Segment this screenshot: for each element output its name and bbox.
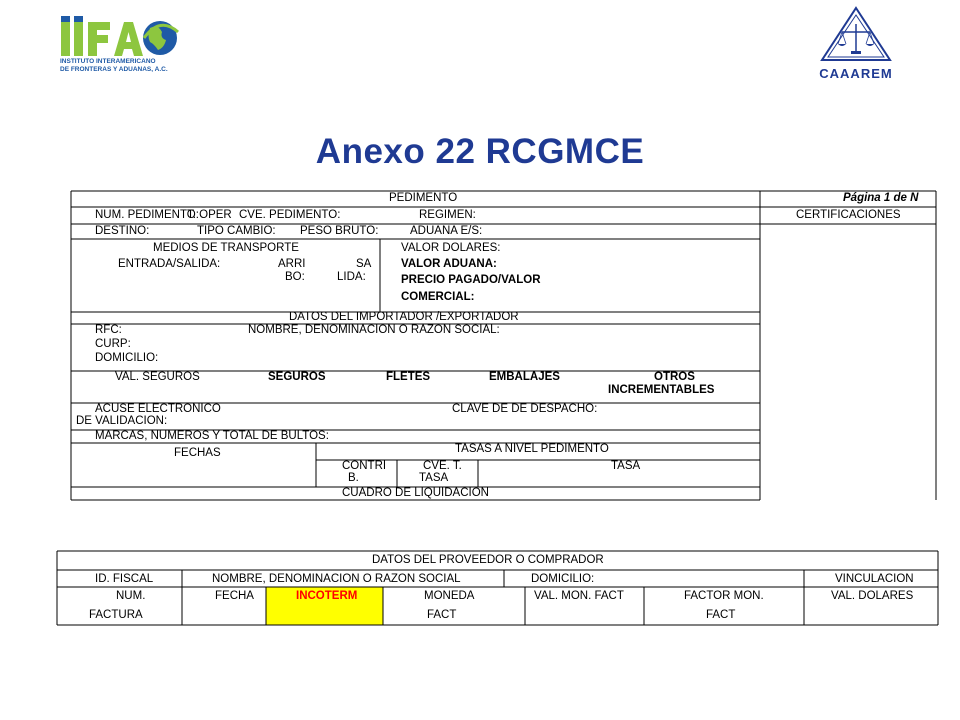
label-nombre-proveedor: NOMBRE, DENOMINACION O RAZON SOCIAL (212, 573, 461, 585)
caaarem-text: CAAAREM (819, 66, 893, 81)
label-precio-pagado: PRECIO PAGADO/VALOR (401, 274, 541, 286)
page-title: Anexo 22 RCGMCE (315, 132, 645, 171)
label-tipo-cambio: TIPO CAMBIO: (197, 225, 276, 237)
label-aduana: ADUANA E/S: (410, 225, 483, 237)
label-fecha: FECHA (215, 590, 254, 602)
label-fletes: FLETES (386, 371, 431, 383)
label-clave-despacho: CLAVE DE DE DESPACHO: (452, 403, 598, 415)
label-moneda: MONEDA (424, 590, 475, 602)
label-certificaciones: CERTIFICACIONES (796, 209, 901, 221)
label-sa: SA (356, 258, 372, 270)
label-factura: FACTURA (89, 609, 143, 621)
label-valor-dolares: VALOR DOLARES: (401, 242, 501, 254)
label-fechas: FECHAS (174, 447, 221, 459)
label-regimen: REGIMEN: (419, 209, 476, 221)
label-domicilio-proveedor: DOMICILIO: (531, 573, 595, 585)
label-entrada-salida: ENTRADA/SALIDA: (118, 258, 221, 270)
label-val-mon-fact: VAL. MON. FACT (534, 590, 624, 602)
iifa-text-line1: INSTITUTO INTERAMERICANO (60, 58, 156, 65)
label-domicilio: DOMICILIO: (95, 352, 159, 364)
label-cve-t-tasa: TASA (419, 472, 449, 484)
label-validacion: DE VALIDACION: (76, 415, 168, 427)
label-vinculacion: VINCULACION (835, 573, 914, 585)
label-medios-transporte: MEDIOS DE TRANSPORTE (153, 242, 299, 254)
label-embalajes: EMBALAJES (489, 371, 560, 383)
label-valor-aduana: VALOR ADUANA: (401, 258, 497, 270)
label-cve-pedimento: CVE. PEDIMENTO: (239, 209, 341, 221)
proveedor-header: DATOS DEL PROVEEDOR O COMPRADOR (372, 554, 604, 566)
label-marcas: MARCAS, NUMEROS Y TOTAL DE BULTOS: (95, 430, 329, 442)
label-incrementables: INCREMENTABLES (608, 384, 715, 396)
label-curp: CURP: (95, 338, 131, 350)
label-acuse: ACUSE ELECTRONICO (95, 403, 221, 415)
importer-header: DATOS DEL IMPORTADOR /EXPORTADOR (289, 311, 519, 323)
label-rfc: RFC: (95, 324, 122, 336)
label-t-oper: T. OPER (187, 209, 232, 221)
page-counter: Página 1 de N (843, 192, 919, 204)
label-factor-mon: FACTOR MON. (684, 590, 764, 602)
label-num-pedimento: NUM. PEDIMENTO: (95, 209, 199, 221)
label-destino: DESTINO: (95, 225, 150, 237)
label-cuadro-liquidacion: CUADRO DE LIQUIDACION (342, 487, 489, 499)
iifa-text-line2: DE FRONTERAS Y ADUANAS, A.C. (60, 66, 168, 73)
label-tasa: TASA (611, 460, 641, 472)
label-contri: CONTRI (342, 460, 387, 472)
label-incoterm: INCOTERM (296, 590, 358, 602)
pedimento-header: PEDIMENTO (389, 192, 458, 204)
label-nombre: NOMBRE, DENOMINACION O RAZON SOCIAL: (248, 324, 500, 336)
label-bo: BO: (285, 271, 305, 283)
label-fact-moneda: FACT (427, 609, 457, 621)
label-cve-t: CVE. T. (423, 460, 462, 472)
label-comercial: COMERCIAL: (401, 291, 475, 303)
label-arri: ARRI (278, 258, 306, 270)
label-lida: LIDA: (337, 271, 366, 283)
label-val-dolares: VAL. DOLARES (831, 590, 914, 602)
tasas-header: TASAS A NIVEL PEDIMENTO (455, 443, 609, 455)
label-fact-factor: FACT (706, 609, 736, 621)
label-num: NUM. (116, 590, 146, 602)
label-id-fiscal: ID. FISCAL (95, 573, 154, 585)
label-peso-bruto: PESO BRUTO: (300, 225, 379, 237)
label-seguros: SEGUROS (268, 371, 326, 383)
label-contri-b: B. (348, 472, 359, 484)
label-val-seguros: VAL. SEGUROS (115, 371, 200, 383)
label-otros: OTROS (654, 371, 695, 383)
